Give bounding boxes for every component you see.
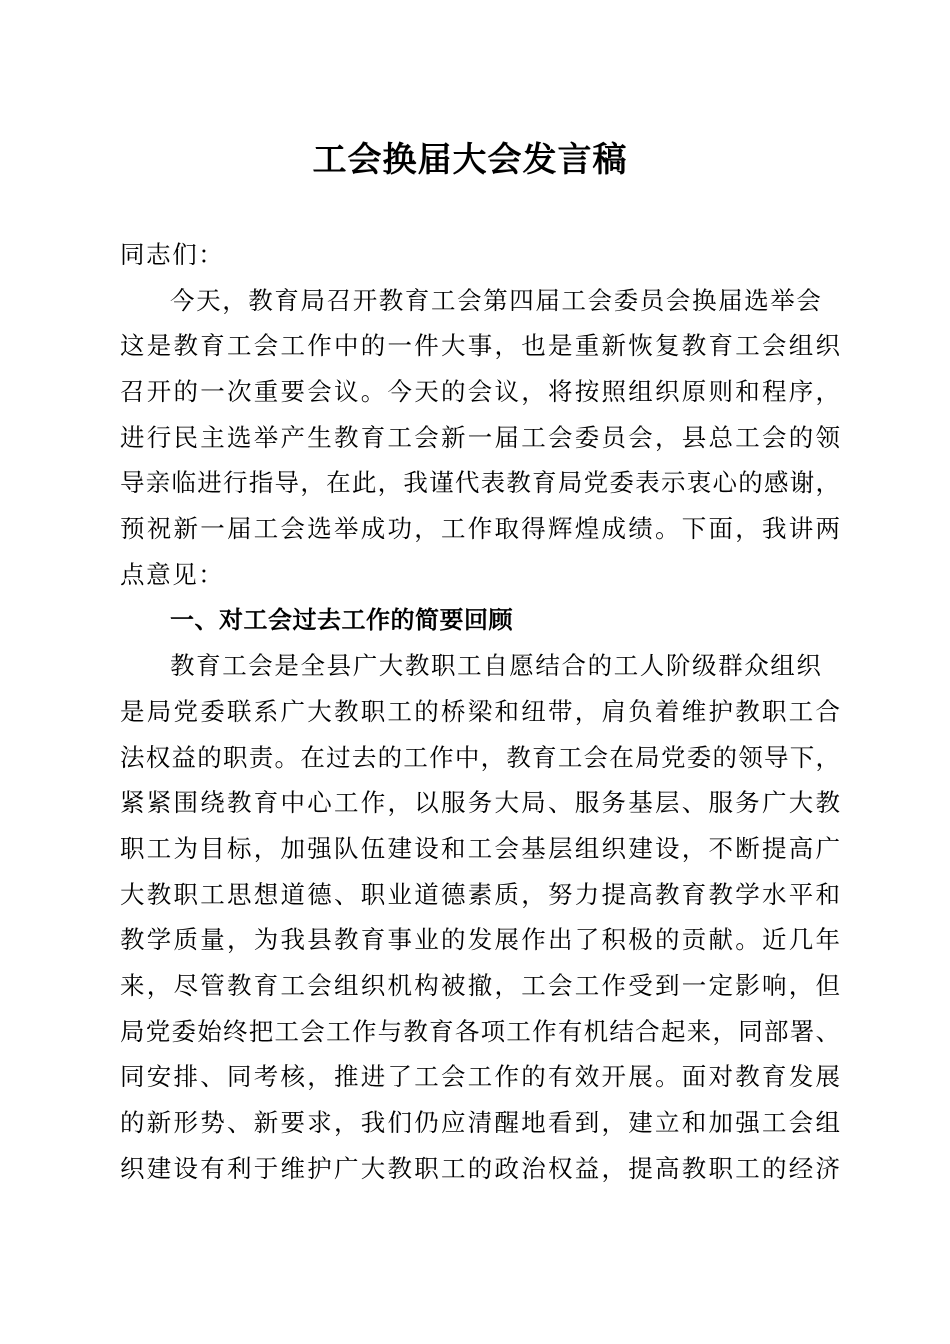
- paragraph-line: 大教职工思想道德、职业道德素质，努力提高教育教学水平和: [120, 879, 840, 909]
- paragraph-line: 同安排、同考核，推进了工会工作的有效开展。面对教育发展: [120, 1062, 840, 1092]
- paragraph-line: 来，尽管教育工会组织机构被撤，工会工作受到一定影响，但: [120, 971, 840, 1000]
- salutation: 同志们：: [120, 240, 225, 269]
- paragraph-line: 预祝新一届工会选举成功，工作取得辉煌成绩。下面，我讲两: [120, 514, 840, 544]
- paragraph-line: 教育工会是全县广大教职工自愿结合的工人阶级群众组织: [170, 651, 823, 681]
- paragraph-line: 职工为目标，加强队伍建设和工会基层组织建设，不断提高广: [120, 833, 840, 863]
- document-body: [120, 232, 840, 1191]
- paragraph-line: 召开的一次重要会议。今天的会议，将按照组织原则和程序，: [120, 377, 840, 407]
- paragraph-line: 教学质量，为我县教育事业的发展作出了积极的贡献。近几年: [120, 925, 840, 955]
- paragraph-line: 是局党委联系广大教职工的桥梁和纽带，肩负着维护教职工合: [120, 696, 840, 726]
- paragraph-line: 这是教育工会工作中的一件大事，也是重新恢复教育工会组织: [120, 331, 840, 361]
- paragraph-line: 点意见：: [120, 559, 225, 589]
- paragraph-line: 今天，教育局召开教育工会第四届工会委员会换届选举会: [170, 285, 823, 315]
- paragraph-line: 织建设有利于维护广大教职工的政治权益，提高教职工的经济: [120, 1153, 840, 1183]
- section-heading: 一、对工会过去工作的简要回顾: [170, 605, 513, 634]
- paragraph-line: 导亲临进行指导，在此，我谨代表教育局党委表示衷心的感谢，: [120, 468, 840, 498]
- paragraph-line: 局党委始终把工会工作与教育各项工作有机结合起来，同部署、: [120, 1016, 840, 1046]
- paragraph-line: 的新形势、新要求，我们仍应清醒地看到，建立和加强工会组: [120, 1108, 840, 1138]
- document-title: 工会换届大会发言稿: [312, 140, 628, 180]
- paragraph-line: 紧紧围绕教育中心工作，以服务大局、服务基层、服务广大教: [120, 788, 840, 818]
- paragraph-line: 进行民主选举产生教育工会新一届工会委员会，县总工会的领: [120, 422, 840, 452]
- paragraph-line: 法权益的职责。在过去的工作中，教育工会在局党委的领导下，: [120, 742, 840, 772]
